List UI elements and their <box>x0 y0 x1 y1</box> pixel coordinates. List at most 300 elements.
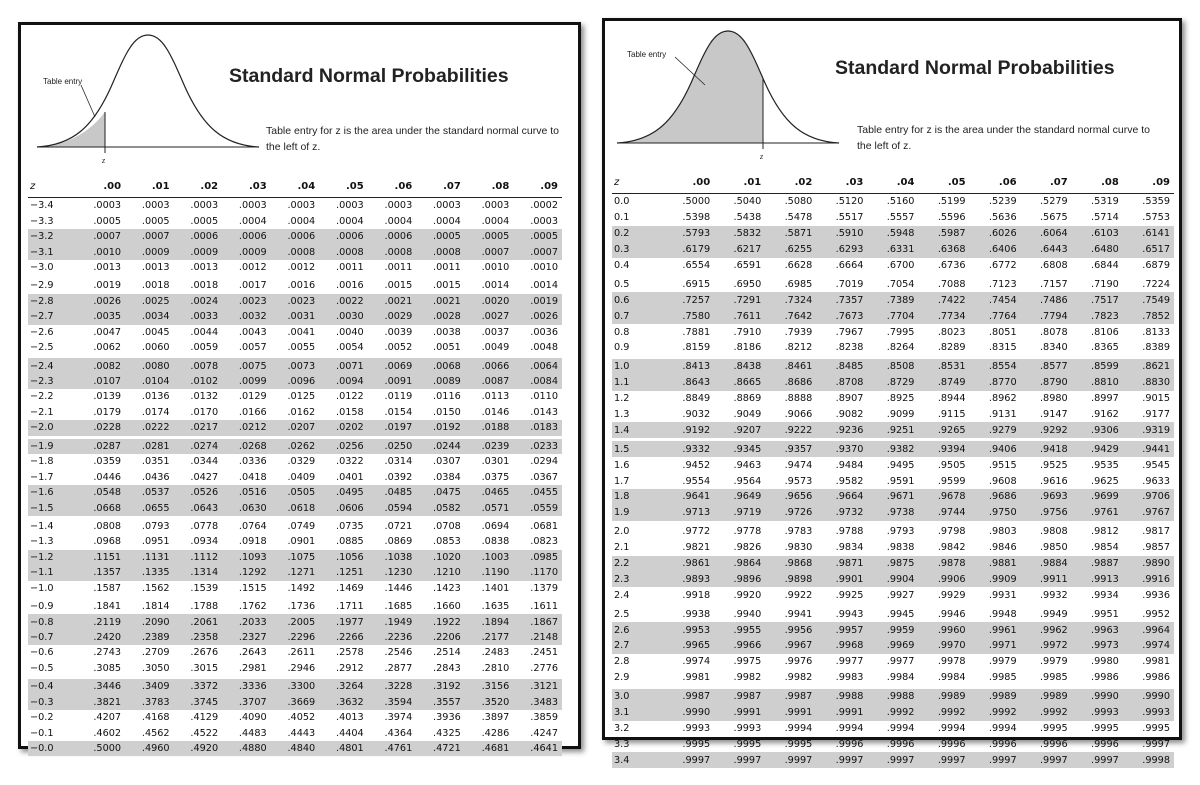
probability-cell: .9798 <box>918 522 969 539</box>
probability-cell: .3632 <box>319 695 368 710</box>
table-row <box>612 324 1174 340</box>
probability-cell: .0016 <box>271 277 320 294</box>
probability-cell: .9993 <box>733 722 762 734</box>
z-value-cell: −1.5 <box>28 500 77 517</box>
probability-cell: .9222 <box>765 422 816 439</box>
shaded-area-left-tail <box>41 112 105 147</box>
probability-cell: .9977 <box>835 656 864 668</box>
probability-cell: .8830 <box>1123 375 1174 391</box>
probability-cell: .9554 <box>682 475 711 487</box>
z-axis-label: z <box>760 152 764 161</box>
probability-cell: .5080 <box>784 196 813 208</box>
z-value-cell: 1.2 <box>614 393 630 405</box>
probability-cell: .4286 <box>481 727 510 739</box>
probability-cell: .0250 <box>368 437 417 454</box>
probability-cell: .9875 <box>867 556 918 572</box>
probability-cell: .1539 <box>190 582 219 594</box>
probability-cell: .0102 <box>174 374 223 389</box>
probability-cell: .0013 <box>93 261 122 273</box>
probability-cell: .6293 <box>816 242 867 258</box>
probability-cell: .9838 <box>886 542 915 554</box>
probability-cell: .8962 <box>988 393 1017 405</box>
table-row <box>28 198 562 214</box>
probability-cell: .3372 <box>174 678 223 695</box>
table-row <box>612 687 1174 704</box>
probability-cell: .0003 <box>190 200 219 212</box>
probability-cell: .0048 <box>530 342 558 354</box>
table-row <box>612 357 1174 374</box>
probability-cell: .9756 <box>1021 505 1072 522</box>
table-row <box>28 420 562 437</box>
probability-cell: .0028 <box>416 309 465 324</box>
probability-cell: .1210 <box>416 565 465 580</box>
probability-cell: .0044 <box>190 326 219 338</box>
probability-cell: .0823 <box>530 536 558 548</box>
probability-cell: .9987 <box>663 687 714 704</box>
table-row <box>612 457 1174 473</box>
probability-cell: .0968 <box>93 536 122 548</box>
header-col: .08 <box>1072 171 1123 194</box>
header-col: .09 <box>1123 171 1174 194</box>
probability-cell: .9975 <box>733 656 762 668</box>
probability-cell: .0043 <box>238 326 267 338</box>
table-row <box>28 260 562 277</box>
probability-cell: .9945 <box>867 605 918 622</box>
probability-cell: .9997 <box>867 752 918 768</box>
probability-cell: .9861 <box>663 556 714 572</box>
probability-cell: .0040 <box>335 326 364 338</box>
probability-cell: .2420 <box>77 630 126 645</box>
z-value-cell: 1.5 <box>612 440 663 457</box>
probability-cell: .0188 <box>465 420 514 437</box>
probability-cell: .0307 <box>433 456 461 468</box>
z-value-cell: −0.3 <box>28 695 77 710</box>
probability-cell: .9906 <box>918 571 969 587</box>
table-row <box>612 556 1174 572</box>
probability-cell: .7291 <box>714 292 765 308</box>
probability-cell: .9984 <box>886 672 915 684</box>
probability-cell: .5040 <box>733 196 762 208</box>
probability-cell: .9949 <box>1021 605 1072 622</box>
z-value-cell: 1.6 <box>614 459 630 471</box>
table-row <box>28 710 562 725</box>
probability-cell: .0004 <box>481 215 510 227</box>
table-row <box>28 725 562 740</box>
probability-cell: .9706 <box>1123 489 1174 505</box>
probability-cell: .9953 <box>663 622 714 638</box>
probability-cell: .0071 <box>319 357 368 374</box>
probability-cell: .9817 <box>1123 522 1174 539</box>
probability-cell: .4052 <box>287 712 316 724</box>
z-value-cell: −0.1 <box>30 727 54 739</box>
probability-cell: .9995 <box>1142 722 1170 734</box>
probability-cell: .0143 <box>530 406 558 418</box>
z-value-cell: −0.5 <box>30 662 54 674</box>
table-row <box>28 277 562 294</box>
probability-cell: .9951 <box>1072 605 1123 622</box>
probability-cell: .5675 <box>1039 212 1068 224</box>
probability-cell: .9893 <box>663 571 714 587</box>
probability-cell: .0003 <box>530 215 558 227</box>
probability-cell: .0005 <box>141 215 170 227</box>
probability-cell: .0256 <box>319 437 368 454</box>
probability-cell: .4761 <box>368 741 417 756</box>
probability-cell: .0179 <box>93 406 122 418</box>
probability-cell: .0003 <box>141 200 170 212</box>
probability-cell: .4404 <box>335 727 364 739</box>
probability-cell: .9936 <box>1142 589 1170 601</box>
probability-cell: .9965 <box>663 638 714 654</box>
z-value-cell: −3.2 <box>28 229 77 244</box>
probability-cell: .5199 <box>937 196 966 208</box>
probability-cell: .7486 <box>1021 292 1072 308</box>
probability-cell: .8980 <box>1039 393 1068 405</box>
probability-cell: .0475 <box>416 485 465 500</box>
probability-cell: .9744 <box>918 505 969 522</box>
probability-cell: .0571 <box>465 500 514 517</box>
table-row <box>612 540 1174 556</box>
probability-cell: .9995 <box>682 738 711 750</box>
probability-cell: .0004 <box>384 215 413 227</box>
probability-cell: .0005 <box>513 229 562 244</box>
shaded-area-left-of-z <box>617 31 763 143</box>
probability-cell: .0033 <box>174 309 223 324</box>
probability-cell: .9973 <box>1072 638 1123 654</box>
probability-cell: .9265 <box>918 422 969 439</box>
probability-cell: .3669 <box>271 695 320 710</box>
probability-cell: .4325 <box>433 727 461 739</box>
probability-cell: .1271 <box>271 565 320 580</box>
probability-cell: .2643 <box>238 647 267 659</box>
probability-cell: .9934 <box>1091 589 1119 601</box>
probability-cell: .9192 <box>663 422 714 439</box>
z-value-cell: 3.4 <box>612 752 663 768</box>
probability-cell: .0068 <box>416 357 465 374</box>
probability-cell: .3085 <box>93 662 122 674</box>
probability-cell: .9913 <box>1072 571 1123 587</box>
probability-cell: .5753 <box>1142 212 1170 224</box>
probability-cell: .0618 <box>271 500 320 517</box>
probability-cell: .0287 <box>77 437 126 454</box>
probability-cell: .9994 <box>784 722 813 734</box>
probability-cell: .9989 <box>918 687 969 704</box>
probability-cell: .9994 <box>835 722 864 734</box>
probability-cell: .9987 <box>765 687 816 704</box>
bell-curve <box>37 35 259 147</box>
probability-cell: .7422 <box>918 292 969 308</box>
probability-cell: .9394 <box>918 440 969 457</box>
probability-cell: .9968 <box>816 638 867 654</box>
header-col: .03 <box>222 175 271 198</box>
probability-cell: .1867 <box>513 614 562 629</box>
probability-cell: .8159 <box>682 342 711 354</box>
z-value-cell: 1.3 <box>614 409 630 421</box>
probability-cell: .9982 <box>733 672 762 684</box>
probability-cell: .9207 <box>714 422 765 439</box>
probability-cell: .9319 <box>1123 422 1174 439</box>
probability-cell: .1922 <box>416 614 465 629</box>
probability-cell: .9985 <box>1039 672 1068 684</box>
probability-cell: .0015 <box>368 277 417 294</box>
probability-cell: .9989 <box>1021 687 1072 704</box>
probability-cell: .7764 <box>970 308 1021 324</box>
probability-cell: .2119 <box>77 614 126 629</box>
probability-cell: .6664 <box>835 260 864 271</box>
probability-cell: .0455 <box>513 485 562 500</box>
table-row <box>28 630 562 645</box>
z-value-cell: 3.0 <box>612 687 663 704</box>
probability-cell: .8849 <box>682 393 711 405</box>
probability-cell: .0150 <box>433 406 461 418</box>
table-row <box>612 210 1174 226</box>
probability-cell: .9082 <box>835 409 864 421</box>
probability-cell: .1788 <box>174 597 223 614</box>
probability-cell: .5910 <box>816 226 867 242</box>
z-value-cell: 0.9 <box>614 342 630 354</box>
probability-cell: .0007 <box>77 229 126 244</box>
probability-cell: .0934 <box>190 536 219 548</box>
probability-cell: .3015 <box>190 662 219 674</box>
table-row <box>612 489 1174 505</box>
probability-cell: .9726 <box>765 505 816 522</box>
probability-cell: .9345 <box>714 440 765 457</box>
probability-cell: .7852 <box>1123 308 1174 324</box>
probability-cell: .9998 <box>1123 752 1174 768</box>
probability-cell: .6026 <box>970 226 1021 242</box>
header-col: .05 <box>319 175 368 198</box>
probability-cell: .9991 <box>765 705 816 721</box>
probability-cell: .6844 <box>1091 260 1119 271</box>
probability-cell: .0158 <box>335 406 364 418</box>
probability-cell: .9952 <box>1123 605 1174 622</box>
probability-cell: .0052 <box>384 342 413 354</box>
probability-cell: .0012 <box>287 261 316 273</box>
probability-cell: .1379 <box>530 582 558 594</box>
probability-cell: .8413 <box>663 357 714 374</box>
probability-cell: .9963 <box>1072 622 1123 638</box>
probability-cell: .9633 <box>1142 475 1170 487</box>
probability-cell: .0359 <box>93 456 122 468</box>
probability-cell: .4840 <box>271 741 320 756</box>
z-value-cell: 1.4 <box>612 422 663 439</box>
z-value-cell: 0.5 <box>612 275 663 292</box>
probability-cell: .0007 <box>125 229 174 244</box>
probability-cell: .9993 <box>1072 705 1123 721</box>
probability-cell: .9991 <box>816 705 867 721</box>
z-value-cell: 1.0 <box>612 357 663 374</box>
probability-cell: .6331 <box>867 242 918 258</box>
probability-cell: .1003 <box>465 550 514 565</box>
probability-cell: .0008 <box>271 244 320 259</box>
probability-cell: .0351 <box>141 456 170 468</box>
z-value-cell: −1.2 <box>28 550 77 565</box>
probability-cell: .9162 <box>1091 409 1119 421</box>
probability-cell: .9783 <box>765 522 816 539</box>
probability-cell: .5398 <box>682 212 711 224</box>
probability-cell: .0281 <box>125 437 174 454</box>
probability-cell: .0035 <box>77 309 126 324</box>
probability-cell: .9990 <box>663 705 714 721</box>
probability-cell: .9994 <box>886 722 915 734</box>
table-row <box>28 454 562 469</box>
z-value-cell: −2.7 <box>28 309 77 324</box>
probability-cell: .9990 <box>1123 687 1174 704</box>
probability-cell: .9505 <box>937 459 966 471</box>
table-header-row <box>28 175 562 198</box>
probability-cell: .0051 <box>433 342 461 354</box>
probability-cell: .9980 <box>1091 656 1119 668</box>
probability-cell: .0505 <box>271 485 320 500</box>
probability-cell: .7454 <box>970 292 1021 308</box>
probability-cell: .0384 <box>433 471 461 483</box>
probability-cell: .8907 <box>835 393 864 405</box>
probability-cell: .0026 <box>77 294 126 309</box>
z-value-cell: −2.9 <box>28 277 77 294</box>
probability-cell: .0132 <box>190 391 219 403</box>
probability-cell: .8888 <box>784 393 813 405</box>
probability-cell: .5359 <box>1142 196 1170 208</box>
probability-cell: .5160 <box>886 196 915 208</box>
probability-cell: .9515 <box>988 459 1017 471</box>
table-row <box>28 500 562 517</box>
probability-cell: .0078 <box>174 357 223 374</box>
probability-cell: .0301 <box>481 456 510 468</box>
probability-cell: .3974 <box>384 712 413 724</box>
z-value-cell: 2.4 <box>614 589 630 601</box>
probability-cell: .9015 <box>1142 393 1170 405</box>
probability-cell: .0838 <box>481 536 510 548</box>
probability-cell: .0139 <box>93 391 122 403</box>
probability-cell: .9564 <box>733 475 762 487</box>
probability-cell: .3594 <box>368 695 417 710</box>
probability-cell: .9979 <box>1039 656 1068 668</box>
probability-cell: .0222 <box>125 420 174 437</box>
probability-cell: .1335 <box>125 565 174 580</box>
probability-cell: .0951 <box>141 536 170 548</box>
probability-cell: .0853 <box>433 536 461 548</box>
probability-cell: .9864 <box>714 556 765 572</box>
table-row <box>28 517 562 534</box>
probability-cell: .1020 <box>416 550 465 565</box>
probability-cell: .9992 <box>970 705 1021 721</box>
probability-cell: .1131 <box>125 550 174 565</box>
probability-cell: .2358 <box>174 630 223 645</box>
probability-cell: .1736 <box>271 597 320 614</box>
probability-cell: .9997 <box>918 752 969 768</box>
probability-cell: .1446 <box>384 582 413 594</box>
header-col: .08 <box>465 175 514 198</box>
probability-cell: .4013 <box>335 712 364 724</box>
z-value-cell: −3.1 <box>28 244 77 259</box>
probability-cell: .0018 <box>125 277 174 294</box>
probability-cell: .0094 <box>319 374 368 389</box>
probability-cell: .9992 <box>867 705 918 721</box>
probability-cell: .2946 <box>287 662 316 674</box>
probability-cell: .1075 <box>271 550 320 565</box>
probability-cell: .0020 <box>465 294 514 309</box>
probability-cell: .9996 <box>1039 738 1068 750</box>
probability-cell: .0262 <box>271 437 320 454</box>
probability-cell: .9582 <box>835 475 864 487</box>
table-description: Table entry for z is the area under the standard normal curve to the left of z. <box>266 125 559 153</box>
probability-cell: .4168 <box>141 712 170 724</box>
z-value-cell: 1.7 <box>614 475 630 487</box>
z-value-cell: −0.4 <box>28 678 77 695</box>
probability-cell: .9985 <box>988 672 1017 684</box>
probability-cell: .2148 <box>513 630 562 645</box>
probability-cell: .9032 <box>682 409 711 421</box>
probability-cell: .9911 <box>1021 571 1072 587</box>
table-row <box>28 550 562 565</box>
probability-cell: .8643 <box>663 375 714 391</box>
probability-cell: .0764 <box>222 517 271 534</box>
z-value-cell: 2.9 <box>614 672 630 684</box>
probability-cell: .5948 <box>867 226 918 242</box>
table-row <box>612 375 1174 391</box>
probability-cell: .9429 <box>1072 440 1123 457</box>
normal-curve-left-tail-figure <box>33 27 263 167</box>
probability-cell: .9972 <box>1021 638 1072 654</box>
probability-cell: .9922 <box>784 589 813 601</box>
probability-cell: .0010 <box>481 261 510 273</box>
probability-cell: .0036 <box>530 326 558 338</box>
probability-cell: .0005 <box>93 215 122 227</box>
header-col: .07 <box>1021 171 1072 194</box>
probability-cell: .9573 <box>784 475 813 487</box>
probability-cell: .0084 <box>513 374 562 389</box>
probability-cell: .6628 <box>784 260 813 271</box>
probability-cell: .0125 <box>287 391 316 403</box>
probability-cell: .6443 <box>1021 242 1072 258</box>
probability-cell: .1469 <box>335 582 364 594</box>
probability-cell: .9803 <box>970 522 1021 539</box>
probability-cell: .0207 <box>271 420 320 437</box>
probability-cell: .4801 <box>319 741 368 756</box>
probability-cell: .8925 <box>886 393 915 405</box>
probability-cell: .9978 <box>937 656 966 668</box>
probability-cell: .9997 <box>714 752 765 768</box>
probability-cell: .2389 <box>125 630 174 645</box>
probability-cell: .9938 <box>663 605 714 622</box>
probability-cell: .7704 <box>867 308 918 324</box>
probability-cell: .3121 <box>513 678 562 695</box>
header-z: z <box>612 171 663 194</box>
table-row <box>28 294 562 309</box>
probability-cell: .7019 <box>816 275 867 292</box>
probability-cell: .0003 <box>287 200 316 212</box>
probability-cell: .1401 <box>481 582 510 594</box>
probability-cell: .0015 <box>416 277 465 294</box>
probability-cell: .0011 <box>433 261 461 273</box>
probability-cell: .9525 <box>1039 459 1068 471</box>
probability-cell: .7324 <box>765 292 816 308</box>
probability-cell: .0039 <box>384 326 413 338</box>
probability-cell: .0021 <box>368 294 417 309</box>
probability-cell: .0446 <box>93 471 122 483</box>
probability-cell: .0119 <box>384 391 413 403</box>
table-row <box>28 325 562 340</box>
probability-cell: .0054 <box>335 342 364 354</box>
probability-cell: .9772 <box>663 522 714 539</box>
probability-cell: .0485 <box>368 485 417 500</box>
probability-cell: .9941 <box>765 605 816 622</box>
table-row <box>612 571 1174 587</box>
probability-cell: .8790 <box>1021 375 1072 391</box>
probability-cell: .2546 <box>384 647 413 659</box>
probability-cell: .1038 <box>368 550 417 565</box>
probability-cell: .4483 <box>238 727 267 739</box>
probability-cell: .6368 <box>918 242 969 258</box>
